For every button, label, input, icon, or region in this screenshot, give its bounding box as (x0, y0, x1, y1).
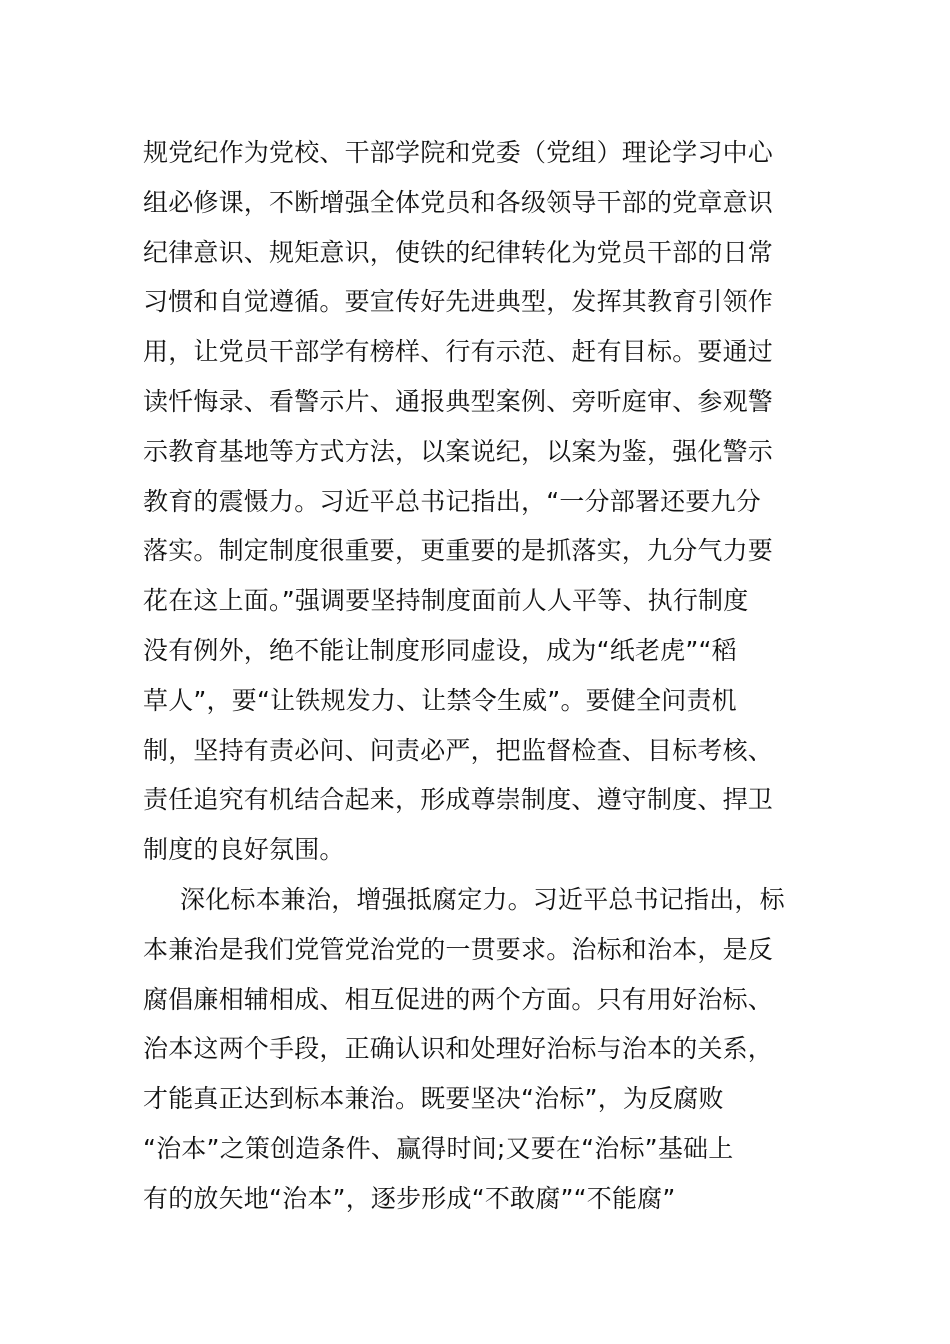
paragraph-start-line: 深化标本兼治，增强抵腐定力。习近平总书记指出，标 (180, 884, 785, 914)
body-text (143, 128, 823, 1224)
text-line: 习惯和自觉遵循。要宣传好先进典型，发挥其教育引领作 (143, 287, 774, 317)
text-line: 教育的震慑力。习近平总书记指出，“一分部署还要九分 (143, 486, 761, 516)
text-line: 才能真正达到标本兼治。既要坚决“治标”，为反腐败 (143, 1084, 724, 1114)
text-line: 组必修课，不断增强全体党员和各级领导干部的党章意识 (143, 187, 774, 217)
text-line: 规党纪作为党校、干部学院和党委（党组）理论学习中心 (143, 138, 774, 167)
text-line: 示教育基地等方式方法，以案说纪，以案为鉴，强化警示 (143, 436, 774, 466)
text-line: 花在这上面。”强调要坚持制度面前人人平等、执行制度 (143, 586, 749, 616)
text-line: 读忏悔录、看警示片、通报典型案例、旁听庭审、参观警 (143, 386, 774, 416)
text-line: 没有例外，绝不能让制度形同虚设，成为“纸老虎”“稻 (143, 635, 737, 665)
text-line: 治本这两个手段，正确认识和处理好治标与治本的关系， (143, 1034, 774, 1064)
text-line: 用，让党员干部学有榜样、行有示范、赶有目标。要通过 (143, 337, 774, 367)
text-line: 草人”，要“让铁规发力、让禁令生威”。要健全问责机 (143, 685, 737, 715)
text-line: 有的放矢地“治本”，逐步形成“不敢腐”“不能腐” (143, 1183, 676, 1213)
text-line: 制，坚持有责必问、问责必严，把监督检查、目标考核、 (143, 735, 774, 765)
text-line: 责任追究有机结合起来，形成尊崇制度、遵守制度、捍卫 (143, 785, 774, 815)
text-line: “治本”之策创造条件、赢得时间;又要在“治标”基础上 (143, 1133, 734, 1163)
text-line: 制度的良好氛围。 (143, 835, 345, 865)
text-line: 腐倡廉相辅相成、相互促进的两个方面。只有用好治标、 (143, 984, 774, 1014)
text-line: 落实。制定制度很重要，更重要的是抓落实，九分气力要 (143, 536, 774, 566)
text-line: 本兼治是我们党管党治党的一贯要求。治标和治本，是反 (143, 934, 774, 964)
text-line: 纪律意识、规矩意识，使铁的纪律转化为党员干部的日常 (143, 237, 774, 267)
